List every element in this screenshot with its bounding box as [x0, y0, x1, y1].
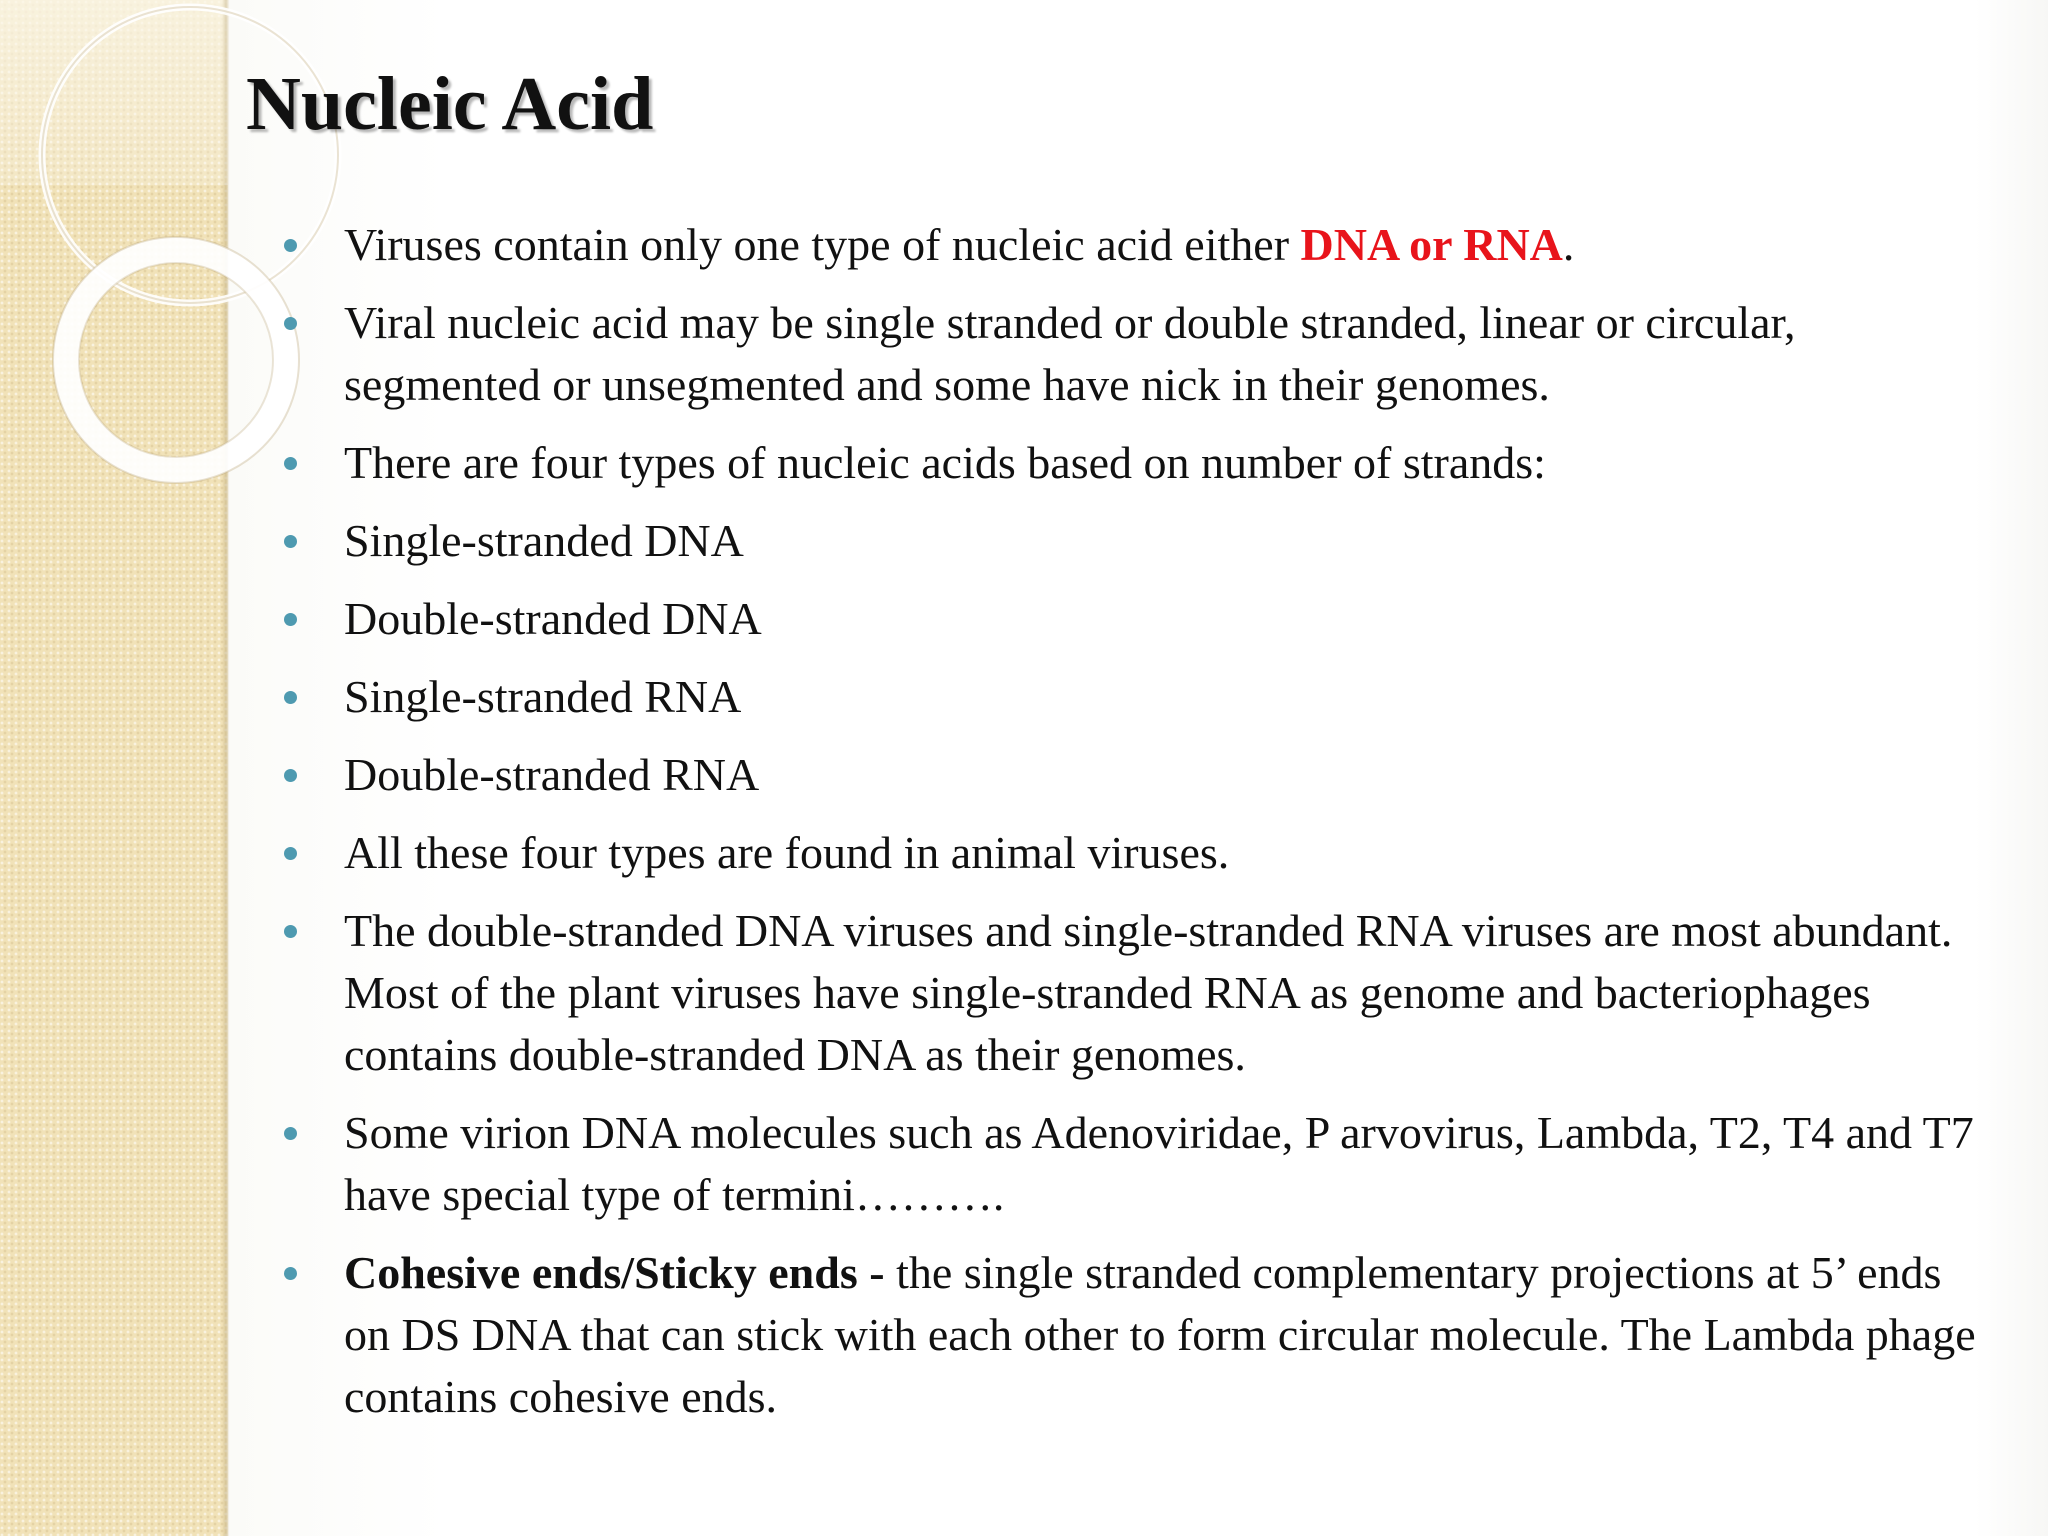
bullet-icon	[284, 457, 297, 470]
bullet-icon	[284, 239, 297, 252]
bullet-icon	[284, 691, 297, 704]
slide-title: Nucleic Acid	[246, 62, 654, 146]
bullet-text: Single-stranded RNA	[344, 671, 742, 722]
bullet-item	[284, 744, 1984, 806]
bullet-text: The double-stranded DNA viruses and single-stranded RNA viruses are most abundant. Most of the plant viruses have single-stranded RNA as genome and bacteriophages contains double-stranded DNA as their genomes.	[344, 905, 1953, 1080]
bullet-icon	[284, 1267, 297, 1280]
decorative-side-band	[0, 0, 228, 1536]
bold-term: Cohesive ends/Sticky ends -	[344, 1247, 897, 1298]
bullet-item	[284, 900, 1984, 1086]
bullet-icon	[284, 613, 297, 626]
bullet-icon	[284, 317, 297, 330]
bullet-suffix: .	[1562, 219, 1575, 270]
bullet-icon	[284, 769, 297, 782]
bullet-text: Viruses contain only one type of nucleic acid either	[344, 219, 1301, 270]
bullet-text: Single-stranded DNA	[344, 515, 744, 566]
side-band-highlight	[0, 0, 228, 185]
bullet-item	[284, 292, 1984, 416]
bullet-item	[284, 510, 1984, 572]
bullet-icon	[284, 535, 297, 548]
side-band-edge	[222, 0, 230, 1536]
bullet-item	[284, 1102, 1984, 1226]
bullet-item	[284, 1242, 1984, 1428]
bullet-text: Viral nucleic acid may be single stranded or double stranded, linear or circular, segmented or unsegmented and some have nick in their genomes.	[344, 297, 1796, 410]
bullet-text: There are four types of nucleic acids based on number of strands:	[344, 437, 1546, 488]
bullet-item	[284, 432, 1984, 494]
bullet-item	[284, 588, 1984, 650]
bullet-text: the single stranded complementary projections at 5’ ends on DS DNA that can stick with each other to form circular molecule. The Lambda phage contains cohesive ends.	[344, 1247, 1976, 1422]
bullet-text: Double-stranded DNA	[344, 593, 762, 644]
bullet-icon	[284, 847, 297, 860]
highlighted-text: DNA or RNA	[1300, 219, 1563, 270]
bullet-icon	[284, 1127, 297, 1140]
bullet-item	[284, 214, 1984, 276]
bullet-item	[284, 822, 1984, 884]
bullet-icon	[284, 925, 297, 938]
bullet-text: Double-stranded RNA	[344, 749, 760, 800]
bullet-text: All these four types are found in animal viruses.	[344, 827, 1230, 878]
bullet-item	[284, 666, 1984, 728]
bullet-text: Some virion DNA molecules such as Adenoviridae, P arvovirus, Lambda, T2, T4 and T7 have special type of termini……….	[344, 1107, 1974, 1220]
bullet-list	[284, 214, 1984, 1444]
